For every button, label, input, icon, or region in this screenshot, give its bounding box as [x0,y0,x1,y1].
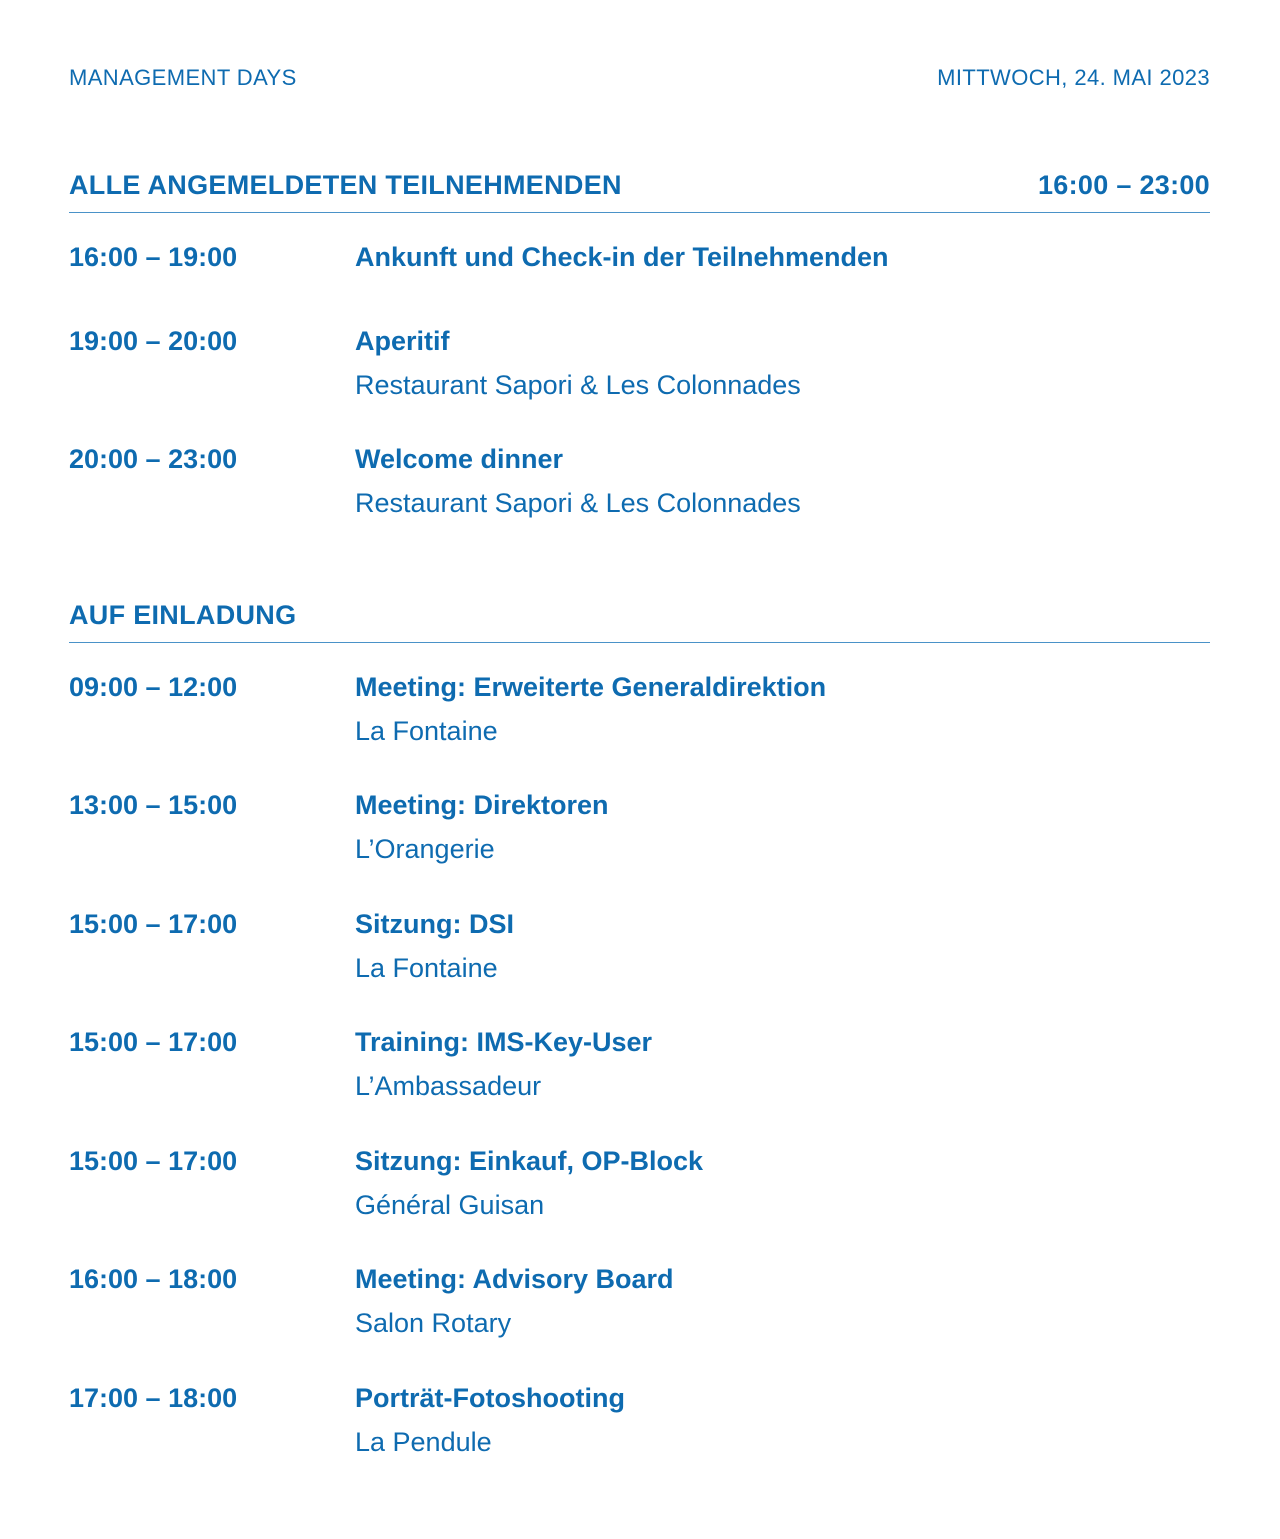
item-location: La Pendule [355,1427,492,1457]
item-time: 19:00 – 20:00 [69,326,238,356]
schedule-item [69,1381,1210,1481]
item-title: Training: IMS-Key-User [355,1027,653,1057]
item-title: Aperitif [355,326,450,356]
item-location: Salon Rotary [355,1308,512,1338]
schedule-item [69,907,1210,1007]
item-location: Restaurant Sapori & Les Colonnades [355,488,801,518]
item-title: Meeting: Advisory Board [355,1264,674,1294]
item-time: 15:00 – 17:00 [69,1027,238,1057]
schedule-item [69,442,1210,542]
item-location: La Fontaine [355,716,498,746]
item-location: L’Orangerie [355,834,495,864]
schedule-item [69,1262,1210,1362]
item-time: 17:00 – 18:00 [69,1383,238,1413]
item-location: L’Ambassadeur [355,1071,542,1101]
schedule-item [69,1144,1210,1244]
section-time: 16:00 – 23:00 [1037,170,1210,200]
event-date: MITTWOCH, 24. MAI 2023 [937,65,1210,90]
section-heading-by-invitation [69,598,1210,643]
section-title: ALLE ANGEMELDETEN TEILNEHMENDEN [69,170,622,200]
item-time: 16:00 – 18:00 [69,1264,238,1294]
page-header [69,64,1210,92]
item-location: Restaurant Sapori & Les Colonnades [355,370,801,400]
item-location: Général Guisan [355,1190,545,1220]
schedule-item [69,670,1210,770]
item-title: Sitzung: Einkauf, OP-Block [355,1146,704,1176]
item-time: 09:00 – 12:00 [69,672,238,702]
item-title: Welcome dinner [355,444,564,474]
item-title: Sitzung: DSI [355,909,514,939]
item-time: 20:00 – 23:00 [69,444,238,474]
item-time: 15:00 – 17:00 [69,909,238,939]
schedule-item [69,1025,1210,1125]
item-title: Ankunft und Check-in der Teilnehmenden [355,242,889,272]
item-location: La Fontaine [355,953,498,983]
section-title: AUF EINLADUNG [69,600,297,630]
schedule-item [69,788,1210,888]
schedule-item [69,324,1210,424]
item-time: 16:00 – 19:00 [69,242,238,272]
item-title: Meeting: Direktoren [355,790,609,820]
event-name: MANAGEMENT DAYS [69,65,297,90]
section-heading-all-participants [69,168,1210,213]
item-time: 13:00 – 15:00 [69,790,238,820]
item-title: Porträt-Fotoshooting [355,1383,625,1413]
item-title: Meeting: Erweiterte Generaldirektion [355,672,827,702]
item-time: 15:00 – 17:00 [69,1146,238,1176]
